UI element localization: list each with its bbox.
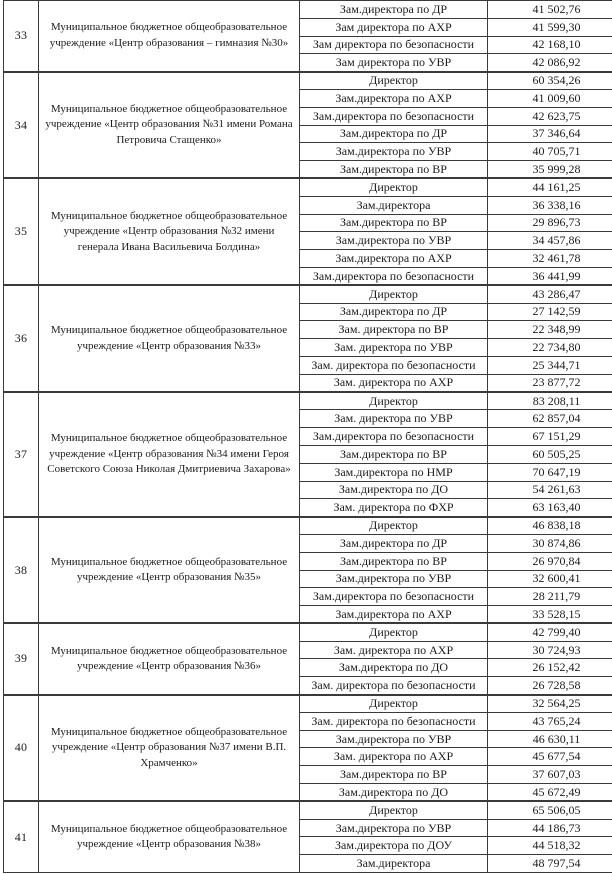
salary-value-cell: 65 506,05 [488, 801, 612, 819]
table-row [4, 623, 612, 641]
position-title-cell: Зам.директора по УВР [300, 232, 488, 250]
salary-value-cell: 29 896,73 [488, 214, 612, 232]
salary-value-cell: 22 348,99 [488, 321, 612, 339]
position-title-cell: Зам.директора по НМР [300, 463, 488, 481]
salary-value-cell: 41 599,30 [488, 18, 612, 36]
salary-table [3, 0, 612, 873]
salary-value-cell: 23 877,72 [488, 374, 612, 392]
salary-value-cell: 28 211,79 [488, 588, 612, 606]
institution-name-cell: Муниципальное бюджетное общеобразовательное учреждение «Центр образования №34 имени Героя Советского Союза Николая Дмитриевича Захарова» [39, 392, 300, 517]
row-number-cell: 40 [4, 695, 39, 802]
position-title-cell: Зам директора по АХР [300, 18, 488, 36]
position-title-cell: Зам.директора по безопасности [300, 107, 488, 125]
position-title-cell: Зам. директора по ФХР [300, 499, 488, 517]
position-title-cell: Зам.директора по ДО [300, 659, 488, 677]
salary-value-cell: 32 461,78 [488, 250, 612, 268]
salary-value-cell: 44 518,32 [488, 837, 612, 855]
institution-name-cell: Муниципальное бюджетное общеобразовательное учреждение «Центр образования №38» [39, 801, 300, 872]
institution-name-cell: Муниципальное бюджетное общеобразовательное учреждение «Центр образования – гимназия №30» [39, 1, 300, 72]
institution-name-cell: Муниципальное бюджетное общеобразовательное учреждение «Центр образования №36» [39, 623, 300, 694]
salary-value-cell: 42 799,40 [488, 623, 612, 641]
salary-value-cell: 26 152,42 [488, 659, 612, 677]
salary-value-cell: 25 344,71 [488, 356, 612, 374]
position-title-cell: Зам.директора по безопасности [300, 588, 488, 606]
position-title-cell: Зам.директора по УВР [300, 143, 488, 161]
position-title-cell: Зам.директора по ВР [300, 445, 488, 463]
salary-value-cell: 32 600,41 [488, 570, 612, 588]
table-row [4, 285, 612, 303]
row-number-cell: 34 [4, 72, 39, 179]
salary-value-cell: 46 630,11 [488, 730, 612, 748]
position-title-cell: Директор [300, 517, 488, 535]
table-row [4, 72, 612, 90]
position-title-cell: Зам.директора по ДО [300, 481, 488, 499]
table-row [4, 695, 612, 713]
salary-value-cell: 33 528,15 [488, 606, 612, 624]
position-title-cell: Зам. директора по УВР [300, 339, 488, 357]
table-row [4, 392, 612, 410]
position-title-cell: Зам.директора по безопасности [300, 428, 488, 446]
position-title-cell: Зам.директора по ВР [300, 766, 488, 784]
row-number-cell: 36 [4, 285, 39, 392]
salary-value-cell: 45 672,49 [488, 784, 612, 802]
position-title-cell: Зам. директора по АХР [300, 641, 488, 659]
salary-value-cell: 42 168,10 [488, 36, 612, 54]
position-title-cell: Директор [300, 285, 488, 303]
position-title-cell: Зам. директора по УВР [300, 410, 488, 428]
position-title-cell: Зам. директора по безопасности [300, 712, 488, 730]
position-title-cell: Зам. директора по ВР [300, 321, 488, 339]
position-title-cell: Директор [300, 392, 488, 410]
salary-value-cell: 41 009,60 [488, 89, 612, 107]
position-title-cell: Зам.директора по ВР [300, 161, 488, 179]
row-number-cell: 35 [4, 178, 39, 285]
salary-value-cell: 30 724,93 [488, 641, 612, 659]
salary-value-cell: 35 999,28 [488, 161, 612, 179]
institution-name-cell: Муниципальное бюджетное общеобразовательное учреждение «Центр образования №37 имени В.П. Храмченко» [39, 695, 300, 802]
position-title-cell: Зам.директора по АХР [300, 606, 488, 624]
salary-value-cell: 62 857,04 [488, 410, 612, 428]
position-title-cell: Зам.директора по ДР [300, 303, 488, 321]
salary-value-cell: 70 647,19 [488, 463, 612, 481]
position-title-cell: Директор [300, 72, 488, 90]
table-row [4, 1, 612, 19]
salary-value-cell: 32 564,25 [488, 695, 612, 713]
position-title-cell: Директор [300, 695, 488, 713]
salary-value-cell: 44 186,73 [488, 819, 612, 837]
position-title-cell: Директор [300, 801, 488, 819]
salary-value-cell: 45 677,54 [488, 748, 612, 766]
position-title-cell: Зам.директора по ДР [300, 1, 488, 19]
position-title-cell: Зам.директора по ДР [300, 534, 488, 552]
position-title-cell: Зам.директора по УВР [300, 570, 488, 588]
position-title-cell: Зам.директора по АХР [300, 89, 488, 107]
row-number-cell: 39 [4, 623, 39, 694]
position-title-cell: Зам. директора по безопасности [300, 677, 488, 695]
row-number-cell: 33 [4, 1, 39, 72]
table-row [4, 801, 612, 819]
row-number-cell: 37 [4, 392, 39, 517]
institution-name-cell: Муниципальное бюджетное общеобразовательное учреждение «Центр образования №32 имени генерала Ивана Васильевича Болдина» [39, 178, 300, 285]
position-title-cell: Зам.директора по ВР [300, 214, 488, 232]
salary-value-cell: 41 502,76 [488, 1, 612, 19]
salary-value-cell: 37 607,03 [488, 766, 612, 784]
row-number-cell: 38 [4, 517, 39, 624]
salary-value-cell: 83 208,11 [488, 392, 612, 410]
position-title-cell: Зам.директора по безопасности [300, 267, 488, 285]
institution-name-cell: Муниципальное бюджетное общеобразовательное учреждение «Центр образования №35» [39, 517, 300, 624]
salary-value-cell: 30 874,86 [488, 534, 612, 552]
salary-value-cell: 46 838,18 [488, 517, 612, 535]
salary-value-cell: 42 623,75 [488, 107, 612, 125]
position-title-cell: Зам.директора [300, 196, 488, 214]
salary-value-cell: 36 441,99 [488, 267, 612, 285]
salary-value-cell: 60 505,25 [488, 445, 612, 463]
salary-value-cell: 42 086,92 [488, 54, 612, 72]
salary-value-cell: 34 457,86 [488, 232, 612, 250]
institution-name-cell: Муниципальное бюджетное общеобразовательное учреждение «Центр образования №31 имени Романа Петровича Стащенко» [39, 72, 300, 179]
position-title-cell: Зам. директора по безопасности [300, 356, 488, 374]
salary-value-cell: 43 765,24 [488, 712, 612, 730]
salary-value-cell: 44 161,25 [488, 178, 612, 196]
position-title-cell: Директор [300, 178, 488, 196]
position-title-cell: Зам.директора по УВР [300, 819, 488, 837]
salary-value-cell: 67 151,29 [488, 428, 612, 446]
position-title-cell: Зам.директора по ДОУ [300, 837, 488, 855]
salary-value-cell: 26 728,58 [488, 677, 612, 695]
position-title-cell: Зам.директора по ДО [300, 784, 488, 802]
row-number-cell: 41 [4, 801, 39, 872]
salary-table-body [4, 1, 612, 873]
salary-value-cell: 26 970,84 [488, 552, 612, 570]
position-title-cell: Зам директора по безопасности [300, 36, 488, 54]
institution-name-cell: Муниципальное бюджетное общеобразовательное учреждение «Центр образования №33» [39, 285, 300, 392]
position-title-cell: Зам.директора по ДР [300, 125, 488, 143]
salary-value-cell: 43 286,47 [488, 285, 612, 303]
salary-value-cell: 37 346,64 [488, 125, 612, 143]
salary-value-cell: 60 354,26 [488, 72, 612, 90]
salary-value-cell: 54 261,63 [488, 481, 612, 499]
salary-value-cell: 40 705,71 [488, 143, 612, 161]
position-title-cell: Зам директора по УВР [300, 54, 488, 72]
salary-value-cell: 63 163,40 [488, 499, 612, 517]
salary-value-cell: 22 734,80 [488, 339, 612, 357]
salary-value-cell: 48 797,54 [488, 855, 612, 873]
salary-value-cell: 36 338,16 [488, 196, 612, 214]
table-row [4, 517, 612, 535]
position-title-cell: Зам. директора по АХР [300, 374, 488, 392]
table-row [4, 178, 612, 196]
position-title-cell: Зам.директора по АХР [300, 250, 488, 268]
salary-value-cell: 27 142,59 [488, 303, 612, 321]
position-title-cell: Директор [300, 623, 488, 641]
position-title-cell: Зам. директора по АХР [300, 748, 488, 766]
position-title-cell: Зам.директора [300, 855, 488, 873]
position-title-cell: Зам.директора по ВР [300, 552, 488, 570]
position-title-cell: Зам.директора по УВР [300, 730, 488, 748]
